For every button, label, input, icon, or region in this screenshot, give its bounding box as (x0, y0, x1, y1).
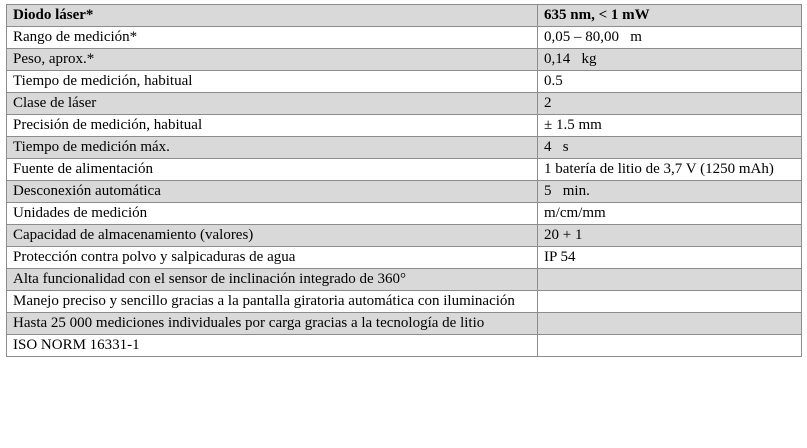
spec-value: 5 min. (538, 181, 802, 203)
spec-value: 2 (538, 93, 802, 115)
spec-row (7, 27, 802, 49)
spec-row (7, 313, 802, 335)
spec-label: Desconexión automática (7, 181, 538, 203)
spec-label: Tiempo de medición máx. (7, 137, 538, 159)
spec-row (7, 225, 802, 247)
spec-value (538, 335, 802, 357)
spec-value: 4 s (538, 137, 802, 159)
spec-row (7, 5, 802, 27)
spec-label: ISO NORM 16331-1 (7, 335, 538, 357)
spec-value: m/cm/mm (538, 203, 802, 225)
spec-label: Clase de láser (7, 93, 538, 115)
spec-value (538, 269, 802, 291)
spec-row (7, 291, 802, 313)
spec-row (7, 71, 802, 93)
spec-label: Manejo preciso y sencillo gracias a la pantalla giratoria automática con iluminación (7, 291, 538, 313)
spec-row (7, 181, 802, 203)
spec-row (7, 137, 802, 159)
spec-value: ± 1.5 mm (538, 115, 802, 137)
spec-label: Fuente de alimentación (7, 159, 538, 181)
spec-value: 20 + 1 (538, 225, 802, 247)
spec-row (7, 115, 802, 137)
spec-label: Peso, aprox.* (7, 49, 538, 71)
specifications-table (6, 4, 802, 357)
spec-row (7, 49, 802, 71)
spec-row (7, 247, 802, 269)
spec-value (538, 313, 802, 335)
spec-label: Capacidad de almacenamiento (valores) (7, 225, 538, 247)
spec-label: Hasta 25 000 mediciones individuales por carga gracias a la tecnología de litio (7, 313, 538, 335)
spec-label: Protección contra polvo y salpicaduras de agua (7, 247, 538, 269)
spec-value: IP 54 (538, 247, 802, 269)
spec-row (7, 335, 802, 357)
specifications-table-body (7, 5, 802, 357)
spec-row (7, 269, 802, 291)
spec-label: Tiempo de medición, habitual (7, 71, 538, 93)
spec-label: Alta funcionalidad con el sensor de inclinación integrado de 360° (7, 269, 538, 291)
spec-label: Diodo láser* (7, 5, 538, 27)
spec-label: Rango de medición* (7, 27, 538, 49)
spec-row (7, 159, 802, 181)
spec-label: Unidades de medición (7, 203, 538, 225)
spec-value: 0.5 (538, 71, 802, 93)
spec-value: 635 nm, < 1 mW (538, 5, 802, 27)
spec-row (7, 203, 802, 225)
spec-value: 1 batería de litio de 3,7 V (1250 mAh) (538, 159, 802, 181)
spec-row (7, 93, 802, 115)
spec-value: 0,14 kg (538, 49, 802, 71)
spec-value: 0,05 – 80,00 m (538, 27, 802, 49)
spec-value (538, 291, 802, 313)
spec-label: Precisión de medición, habitual (7, 115, 538, 137)
